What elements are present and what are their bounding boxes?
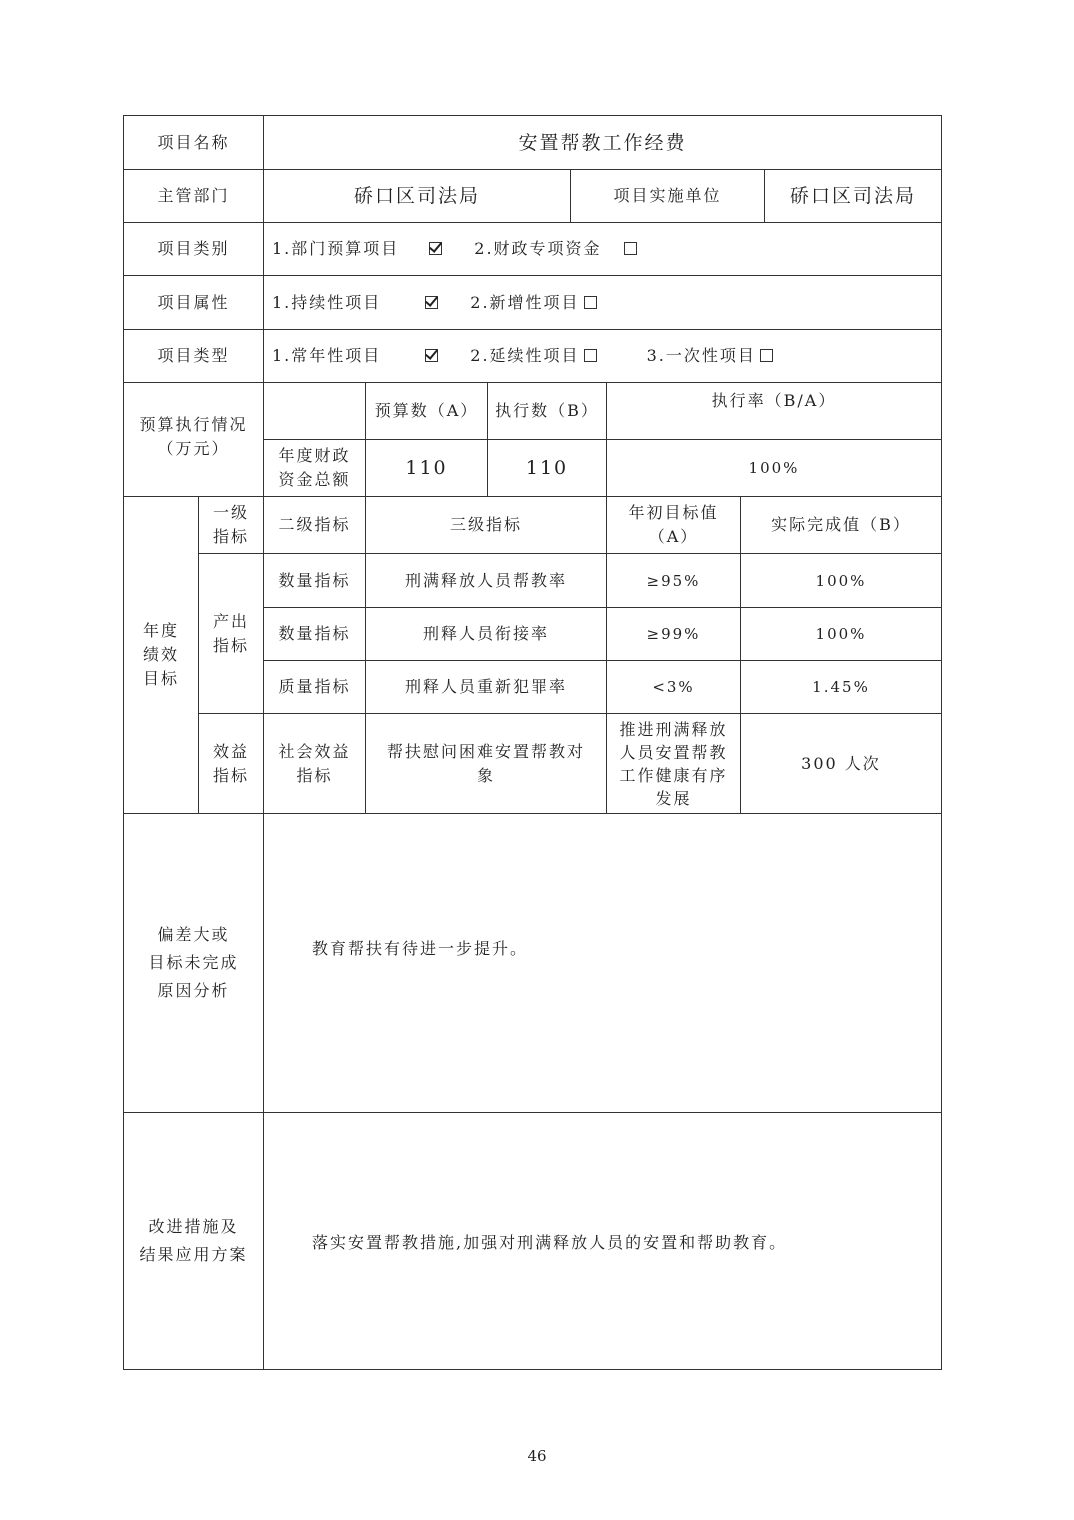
annual-fund-label-line: 资金总额 [278,470,351,489]
impl-unit-value: 硚口区司法局 [789,185,916,207]
cell-line: 象 [476,765,495,785]
unchecked-checkbox-icon[interactable] [584,349,597,362]
type-options [272,330,932,382]
level2-cell [264,714,365,813]
cell-line: 人员安置帮教 [619,742,728,762]
attribute-option-text: 2.新增性项目 [470,292,580,312]
type-option-text: 3.一次性项目 [646,346,756,365]
output-label-line: 指标 [212,635,249,655]
cell-line: 发展 [655,788,692,808]
cell-line: 指标 [296,765,333,785]
performance-label-line: 绩效 [142,645,179,664]
improvement-label [124,1113,263,1369]
improvement-value: 落实安置帮教措施,加强对刑满释放人员的安置和帮助教育。 [312,1233,788,1252]
rate-value: 100% [748,459,800,477]
exec-value: 110 [525,457,569,479]
attribute-option-text: 1.持续性项目 [272,292,382,312]
budget-label [124,383,263,496]
benefit-indicator-label [199,714,263,813]
deviation-value: 教育帮扶有待进一步提升。 [312,939,529,958]
project-name-label: 项目名称 [157,132,230,152]
budget-label-line: （万元） [157,438,230,458]
level2-header: 二级指标 [278,515,351,534]
budget-value: 110 [405,457,448,479]
attribute-label: 项目属性 [157,292,230,312]
actual-cell: 1.45% [812,678,870,696]
checked-checkbox-icon[interactable] [425,296,438,309]
actual-cell: 100% [815,571,867,590]
dept-label: 主管部门 [157,186,230,205]
benefit-label-line: 指标 [212,765,249,785]
checked-checkbox-icon[interactable] [429,242,442,255]
target-cell: <3% [652,678,695,696]
project-name-value: 安置帮教工作经费 [518,131,687,154]
level3-cell: 刑满释放人员帮教率 [404,570,567,590]
annual-fund-label [264,440,365,496]
deviation-label-line: 偏差大或 [157,925,230,944]
actual-cell: 100% [815,625,867,643]
header-line: （A） [648,527,699,546]
performance-label-line: 年度 [142,621,179,640]
category-option-text: 2.财政专项资金 [474,239,602,258]
category-label: 项目类别 [157,239,230,258]
type-option-text: 1.常年性项目 [272,346,382,365]
annual-fund-label-line: 年度财政 [278,446,351,465]
category-option-text: 1.部门预算项目 [272,239,400,258]
level2-cell: 质量指标 [278,677,351,696]
cell-line: 社会效益 [278,741,351,761]
unchecked-checkbox-icon[interactable] [760,349,773,362]
header-line: 年初目标值 [628,503,719,522]
annual-performance-label [124,497,198,813]
level1-header [199,497,263,553]
output-label-line: 产出 [212,611,249,631]
rate-col-header: 执行率（B/A） [711,391,837,410]
level3-cell: 刑释人员重新犯罪率 [404,677,567,696]
performance-label-line: 目标 [142,669,179,688]
deviation-label-line: 目标未完成 [148,953,239,972]
type-label: 项目类型 [157,346,230,365]
level3-cell [366,714,606,813]
actual-header: 实际完成值（B） [771,515,911,534]
improvement-label-line: 改进措施及 [148,1217,239,1236]
target-cell: ≥95% [646,571,701,590]
budget-col-header: 预算数（A） [374,401,479,420]
target-header [607,497,740,553]
deviation-label [124,814,263,1112]
target-cell [607,714,740,813]
attribute-options [272,276,932,329]
cell-line: 工作健康有序 [619,765,728,785]
type-option-text: 2.延续性项目 [470,346,580,365]
budget-label-line: 预算执行情况 [139,414,248,434]
category-options [272,223,932,275]
header-line: 指标 [212,527,249,546]
target-cell: ≥99% [646,625,701,643]
benefit-label-line: 效益 [212,741,249,761]
improvement-label-line: 结果应用方案 [139,1245,248,1264]
deviation-label-line: 原因分析 [157,981,230,1000]
level2-cell: 数量指标 [278,570,351,590]
header-line: 一级 [212,503,249,522]
level3-cell: 刑释人员衔接率 [422,624,549,643]
level2-cell: 数量指标 [278,624,351,643]
dept-value: 硚口区司法局 [353,185,480,207]
checked-checkbox-icon[interactable] [425,349,438,362]
exec-col-header: 执行数（B） [495,401,599,420]
page-number: 46 [527,1447,547,1465]
output-indicator-label [199,554,263,713]
cell-line: 帮扶慰问困难安置帮教对 [386,741,585,761]
cell-line: 推进刑满释放 [619,719,728,739]
unchecked-checkbox-icon[interactable] [584,296,597,309]
level3-header: 三级指标 [449,515,522,534]
unchecked-checkbox-icon[interactable] [624,242,637,255]
impl-unit-label: 项目实施单位 [613,186,722,205]
actual-cell: 300 人次 [801,753,881,773]
